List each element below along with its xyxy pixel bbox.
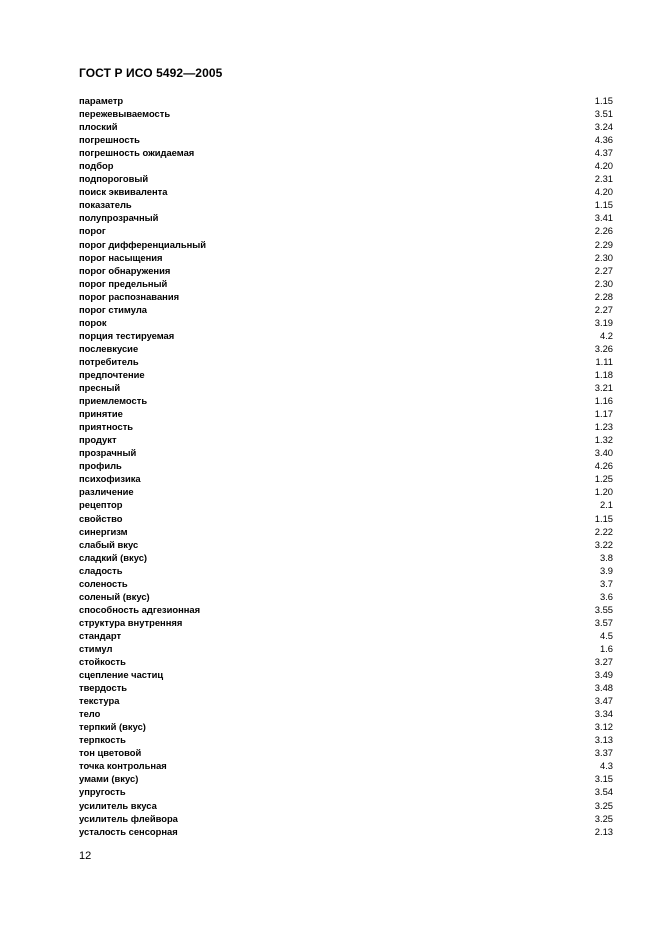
index-term: соленый (вкус)	[79, 590, 150, 602]
index-reference: 3.27	[594, 656, 613, 668]
index-entry	[79, 342, 613, 355]
index-term: порог	[79, 225, 106, 237]
index-term: терпкий (вкус)	[79, 721, 146, 733]
index-entry	[79, 277, 613, 290]
index-reference: 3.6	[599, 590, 613, 602]
index-reference: 3.12	[594, 721, 613, 733]
index-entry	[79, 368, 613, 381]
index-term: упругость	[79, 786, 126, 798]
index-term: принятие	[79, 408, 123, 420]
index-entry	[79, 538, 613, 551]
index-term: пресный	[79, 382, 121, 394]
index-term: порог дифференциальный	[79, 238, 207, 250]
index-term: соленость	[79, 577, 128, 589]
index-reference: 4.26	[594, 460, 613, 472]
index-term: поиск эквивалента	[79, 186, 168, 198]
index-reference: 2.30	[594, 277, 613, 289]
index-entry	[79, 629, 613, 642]
index-entry	[79, 224, 613, 237]
index-entry	[79, 381, 613, 394]
index-term: порог обнаружения	[79, 264, 171, 276]
index-term: приятность	[79, 421, 134, 433]
index-entry	[79, 772, 613, 785]
index-term: прозрачный	[79, 447, 137, 459]
index-reference: 2.13	[594, 825, 613, 837]
index-reference: 1.15	[594, 199, 613, 211]
index-term: стойкость	[79, 656, 126, 668]
index-entry	[79, 420, 613, 433]
index-reference: 3.9	[599, 564, 613, 576]
index-entry	[79, 720, 613, 733]
index-term: порог насыщения	[79, 251, 163, 263]
index-term: рецептор	[79, 499, 123, 511]
index-term: профиль	[79, 460, 122, 472]
index-reference: 2.27	[594, 264, 613, 276]
index-term: свойство	[79, 512, 123, 524]
index-entry	[79, 329, 613, 342]
index-entry	[79, 433, 613, 446]
index-term: терпкость	[79, 734, 126, 746]
index-entry	[79, 668, 613, 681]
index-entry	[79, 707, 613, 720]
index-term: порог распознавания	[79, 290, 180, 302]
index-reference: 3.7	[599, 577, 613, 589]
index-term: подбор	[79, 160, 114, 172]
index-entry	[79, 642, 613, 655]
index-entry	[79, 133, 613, 146]
index-term: послевкусие	[79, 342, 139, 354]
index-term: порог стимула	[79, 303, 147, 315]
index-entry	[79, 290, 613, 303]
index-term: усилитель вкуса	[79, 799, 157, 811]
index-term: показатель	[79, 199, 132, 211]
index-term: потребитель	[79, 355, 139, 367]
index-reference: 3.19	[594, 316, 613, 328]
index-term: слабый вкус	[79, 538, 139, 550]
index-reference: 3.25	[594, 812, 613, 824]
index-entry	[79, 107, 613, 120]
index-reference: 3.15	[594, 773, 613, 785]
index-term: сладкий (вкус)	[79, 551, 148, 563]
index-entry	[79, 303, 613, 316]
index-term: продукт	[79, 434, 117, 446]
index-entry	[79, 525, 613, 538]
index-entry	[79, 355, 613, 368]
index-term: параметр	[79, 95, 124, 106]
index-entry	[79, 603, 613, 616]
index-reference: 2.22	[594, 525, 613, 537]
index-reference: 1.20	[594, 486, 613, 498]
index-reference: 2.29	[594, 238, 613, 250]
index-term: синергизм	[79, 525, 128, 537]
index-reference: 3.24	[594, 121, 613, 133]
index-reference: 1.17	[594, 408, 613, 420]
index-entry	[79, 799, 613, 812]
index-term: погрешность ожидаемая	[79, 147, 195, 159]
index-entry	[79, 681, 613, 694]
index-reference: 3.55	[594, 603, 613, 615]
index-reference: 1.18	[594, 368, 613, 380]
index-entry	[79, 485, 613, 498]
index-reference: 1.15	[594, 512, 613, 524]
index-entry	[79, 746, 613, 759]
index-reference: 3.26	[594, 342, 613, 354]
index-entry	[79, 498, 613, 511]
index-reference: 3.34	[594, 708, 613, 720]
index-reference: 1.15	[594, 95, 613, 106]
index-reference: 3.21	[594, 382, 613, 394]
index-reference: 3.49	[594, 669, 613, 681]
index-list	[79, 94, 613, 838]
index-entry	[79, 146, 613, 159]
index-entry	[79, 655, 613, 668]
index-entry	[79, 733, 613, 746]
index-reference: 3.37	[594, 747, 613, 759]
index-entry	[79, 120, 613, 133]
index-reference: 3.22	[594, 538, 613, 550]
index-entry	[79, 94, 613, 107]
index-entry	[79, 394, 613, 407]
index-term: различение	[79, 486, 134, 498]
index-reference: 1.11	[595, 355, 613, 367]
index-term: погрешность	[79, 134, 140, 146]
index-term: приемлемость	[79, 395, 148, 407]
index-reference: 3.25	[594, 799, 613, 811]
index-reference: 4.36	[594, 134, 613, 146]
index-term: порог предельный	[79, 277, 168, 289]
index-reference: 2.28	[594, 290, 613, 302]
index-reference: 3.13	[594, 734, 613, 746]
index-reference: 3.47	[594, 695, 613, 707]
index-reference: 4.3	[599, 760, 613, 772]
index-reference: 4.37	[594, 147, 613, 159]
index-entry	[79, 407, 613, 420]
index-reference: 1.23	[594, 421, 613, 433]
index-term: тон цветовой	[79, 747, 142, 759]
index-term: структура внутренняя	[79, 616, 183, 628]
index-term: умами (вкус)	[79, 773, 139, 785]
index-term: стандарт	[79, 629, 122, 641]
index-entry	[79, 512, 613, 525]
index-reference: 1.32	[594, 434, 613, 446]
index-entry	[79, 616, 613, 629]
index-entry	[79, 577, 613, 590]
index-term: тело	[79, 708, 101, 720]
index-term: предпочтение	[79, 368, 145, 380]
index-entry	[79, 590, 613, 603]
index-term: текстура	[79, 695, 120, 707]
index-term: плоский	[79, 121, 118, 133]
index-reference: 3.40	[594, 447, 613, 459]
index-entry	[79, 159, 613, 172]
index-entry	[79, 551, 613, 564]
index-entry	[79, 185, 613, 198]
index-term: сладость	[79, 564, 123, 576]
index-entry	[79, 198, 613, 211]
index-entry	[79, 825, 613, 838]
index-term: полупрозрачный	[79, 212, 159, 224]
index-term: твердость	[79, 682, 128, 694]
index-term: усталость сенсорная	[79, 825, 178, 837]
index-term: порция тестируемая	[79, 329, 175, 341]
index-entry	[79, 472, 613, 485]
index-entry	[79, 446, 613, 459]
index-entry	[79, 759, 613, 772]
index-reference: 2.1	[599, 499, 613, 511]
index-reference: 3.57	[594, 616, 613, 628]
index-reference: 4.20	[594, 186, 613, 198]
index-term: способность адгезионная	[79, 603, 201, 615]
index-reference: 4.20	[594, 160, 613, 172]
index-entry	[79, 564, 613, 577]
index-reference: 1.6	[599, 642, 613, 654]
index-reference: 3.41	[594, 212, 613, 224]
index-term: стимул	[79, 642, 113, 654]
index-reference: 2.31	[594, 173, 613, 185]
index-reference: 4.2	[599, 329, 613, 341]
index-entry	[79, 316, 613, 329]
index-term: пережевываемость	[79, 108, 171, 120]
index-term: усилитель флейвора	[79, 812, 178, 824]
index-term: точка контрольная	[79, 760, 167, 772]
index-entry	[79, 251, 613, 264]
index-reference: 1.25	[594, 473, 613, 485]
index-reference: 2.30	[594, 251, 613, 263]
index-reference: 3.51	[594, 108, 613, 120]
index-term: сцепление частиц	[79, 669, 164, 681]
index-entry	[79, 812, 613, 825]
page-number: 12	[79, 850, 92, 862]
index-entry	[79, 211, 613, 224]
index-entry	[79, 694, 613, 707]
index-entry	[79, 459, 613, 472]
index-reference: 2.27	[594, 303, 613, 315]
index-reference: 1.16	[594, 395, 613, 407]
document-header: ГОСТ Р ИСО 5492—2005	[79, 66, 223, 80]
index-term: подпороговый	[79, 173, 149, 185]
index-entry	[79, 238, 613, 251]
index-entry	[79, 264, 613, 277]
index-term: психофизика	[79, 473, 141, 485]
index-reference: 2.26	[594, 225, 613, 237]
index-reference: 3.8	[599, 551, 613, 563]
index-reference: 3.54	[594, 786, 613, 798]
index-entry	[79, 172, 613, 185]
index-reference: 3.48	[594, 682, 613, 694]
index-entry	[79, 785, 613, 798]
index-reference: 4.5	[599, 629, 613, 641]
index-term: порок	[79, 316, 107, 328]
